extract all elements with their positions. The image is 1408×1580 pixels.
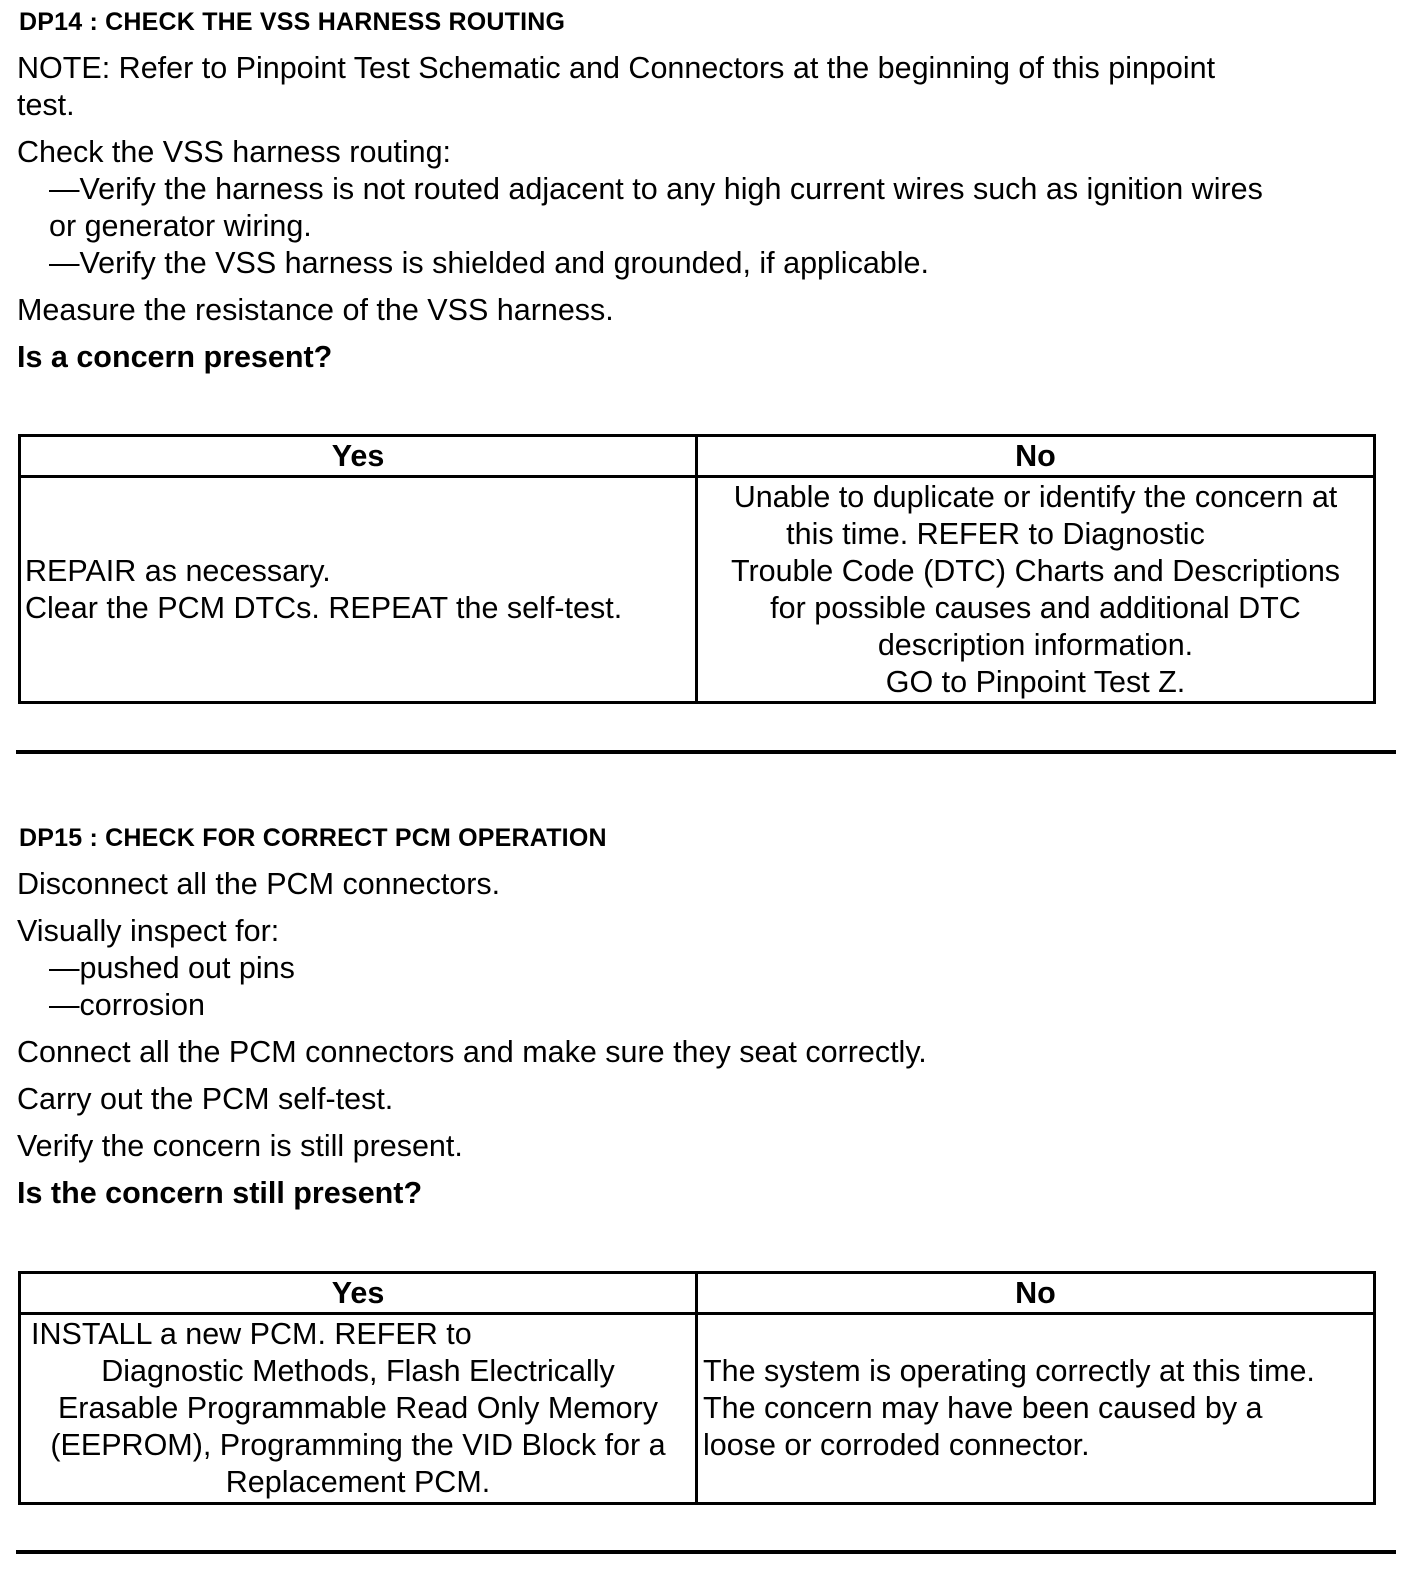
dp15-verify: Verify the concern is still present. — [17, 1129, 463, 1163]
dp14-no-line: Unable to duplicate or identify the concern at — [733, 479, 1338, 514]
dp14-question: Is a concern present? — [17, 340, 333, 374]
dp15-no-line: The concern may have been caused by a — [703, 1391, 1263, 1425]
dp15-yes-line: Replacement PCM. — [225, 1465, 491, 1499]
dp15-yes-line: Erasable Programmable Read Only Memory — [57, 1391, 659, 1425]
dp15-bullet1: —pushed out pins — [49, 951, 295, 985]
dp15-connect: Connect all the PCM connectors and make sure they seat correctly. — [17, 1035, 927, 1069]
dp15-result-table — [18, 1271, 1376, 1505]
dp15-no-line: loose or corroded connector. — [703, 1428, 1090, 1462]
dp14-yes-header: Yes — [20, 436, 697, 477]
dp15-yes-line: INSTALL a new PCM. REFER to — [31, 1317, 472, 1351]
dp15-question: Is the concern still present? — [17, 1176, 423, 1210]
dp15-yes-line: Diagnostic Methods, Flash Electrically — [101, 1354, 615, 1388]
dp15-disconnect: Disconnect all the PCM connectors. — [17, 867, 501, 901]
dp15-no-line: The system is operating correctly at this time. — [703, 1354, 1315, 1388]
dp15-no-cell — [697, 1314, 1375, 1504]
dp14-no-line: Trouble Code (DTC) Charts and Descriptions — [730, 553, 1341, 588]
dp14-note-line1: NOTE: Refer to Pinpoint Test Schematic and Connectors at the beginning of this pinpoint — [17, 51, 1216, 85]
dp14-heading: DP14 : CHECK THE VSS HARNESS ROUTING — [19, 8, 566, 36]
dp14-yes-line: Clear the PCM DTCs. REPEAT the self-test. — [25, 590, 623, 625]
dp15-yes-header: Yes — [20, 1273, 697, 1314]
dp14-measure: Measure the resistance of the VSS harness. — [17, 293, 614, 327]
section-divider — [16, 1550, 1396, 1554]
dp14-bullet1-line2: or generator wiring. — [49, 209, 312, 243]
dp14-yes-cell — [20, 477, 697, 703]
dp14-result-table — [18, 434, 1376, 704]
dp14-no-line: for possible causes and additional DTC — [770, 590, 1301, 625]
dp14-yes-line: REPAIR as necessary. — [25, 553, 331, 588]
dp15-no-header: No — [697, 1273, 1375, 1314]
dp14-no-cell — [697, 477, 1375, 703]
dp15-yes-line: (EEPROM), Programming the VID Block for a — [50, 1428, 666, 1462]
dp14-bullet1-line1: —Verify the harness is not routed adjacent to any high current wires such as ignition wires — [49, 172, 1263, 206]
dp14-note-line2: test. — [17, 88, 75, 122]
dp14-no-header: No — [697, 436, 1375, 477]
section-divider — [16, 750, 1396, 754]
dp14-no-line: GO to Pinpoint Test Z. — [885, 664, 1186, 699]
dp15-heading: DP15 : CHECK FOR CORRECT PCM OPERATION — [19, 824, 607, 852]
dp15-bullet2: —corrosion — [49, 988, 205, 1022]
dp15-carry-out: Carry out the PCM self-test. — [17, 1082, 394, 1116]
dp14-no-line: this time. REFER to Diagnostic — [786, 516, 1205, 551]
dp15-yes-cell — [20, 1314, 697, 1504]
dp15-inspect-intro: Visually inspect for: — [17, 914, 280, 948]
dp14-bullet2: —Verify the VSS harness is shielded and grounded, if applicable. — [49, 246, 929, 280]
dp14-check-intro: Check the VSS harness routing: — [17, 135, 452, 169]
dp14-no-line: description information. — [877, 627, 1194, 662]
